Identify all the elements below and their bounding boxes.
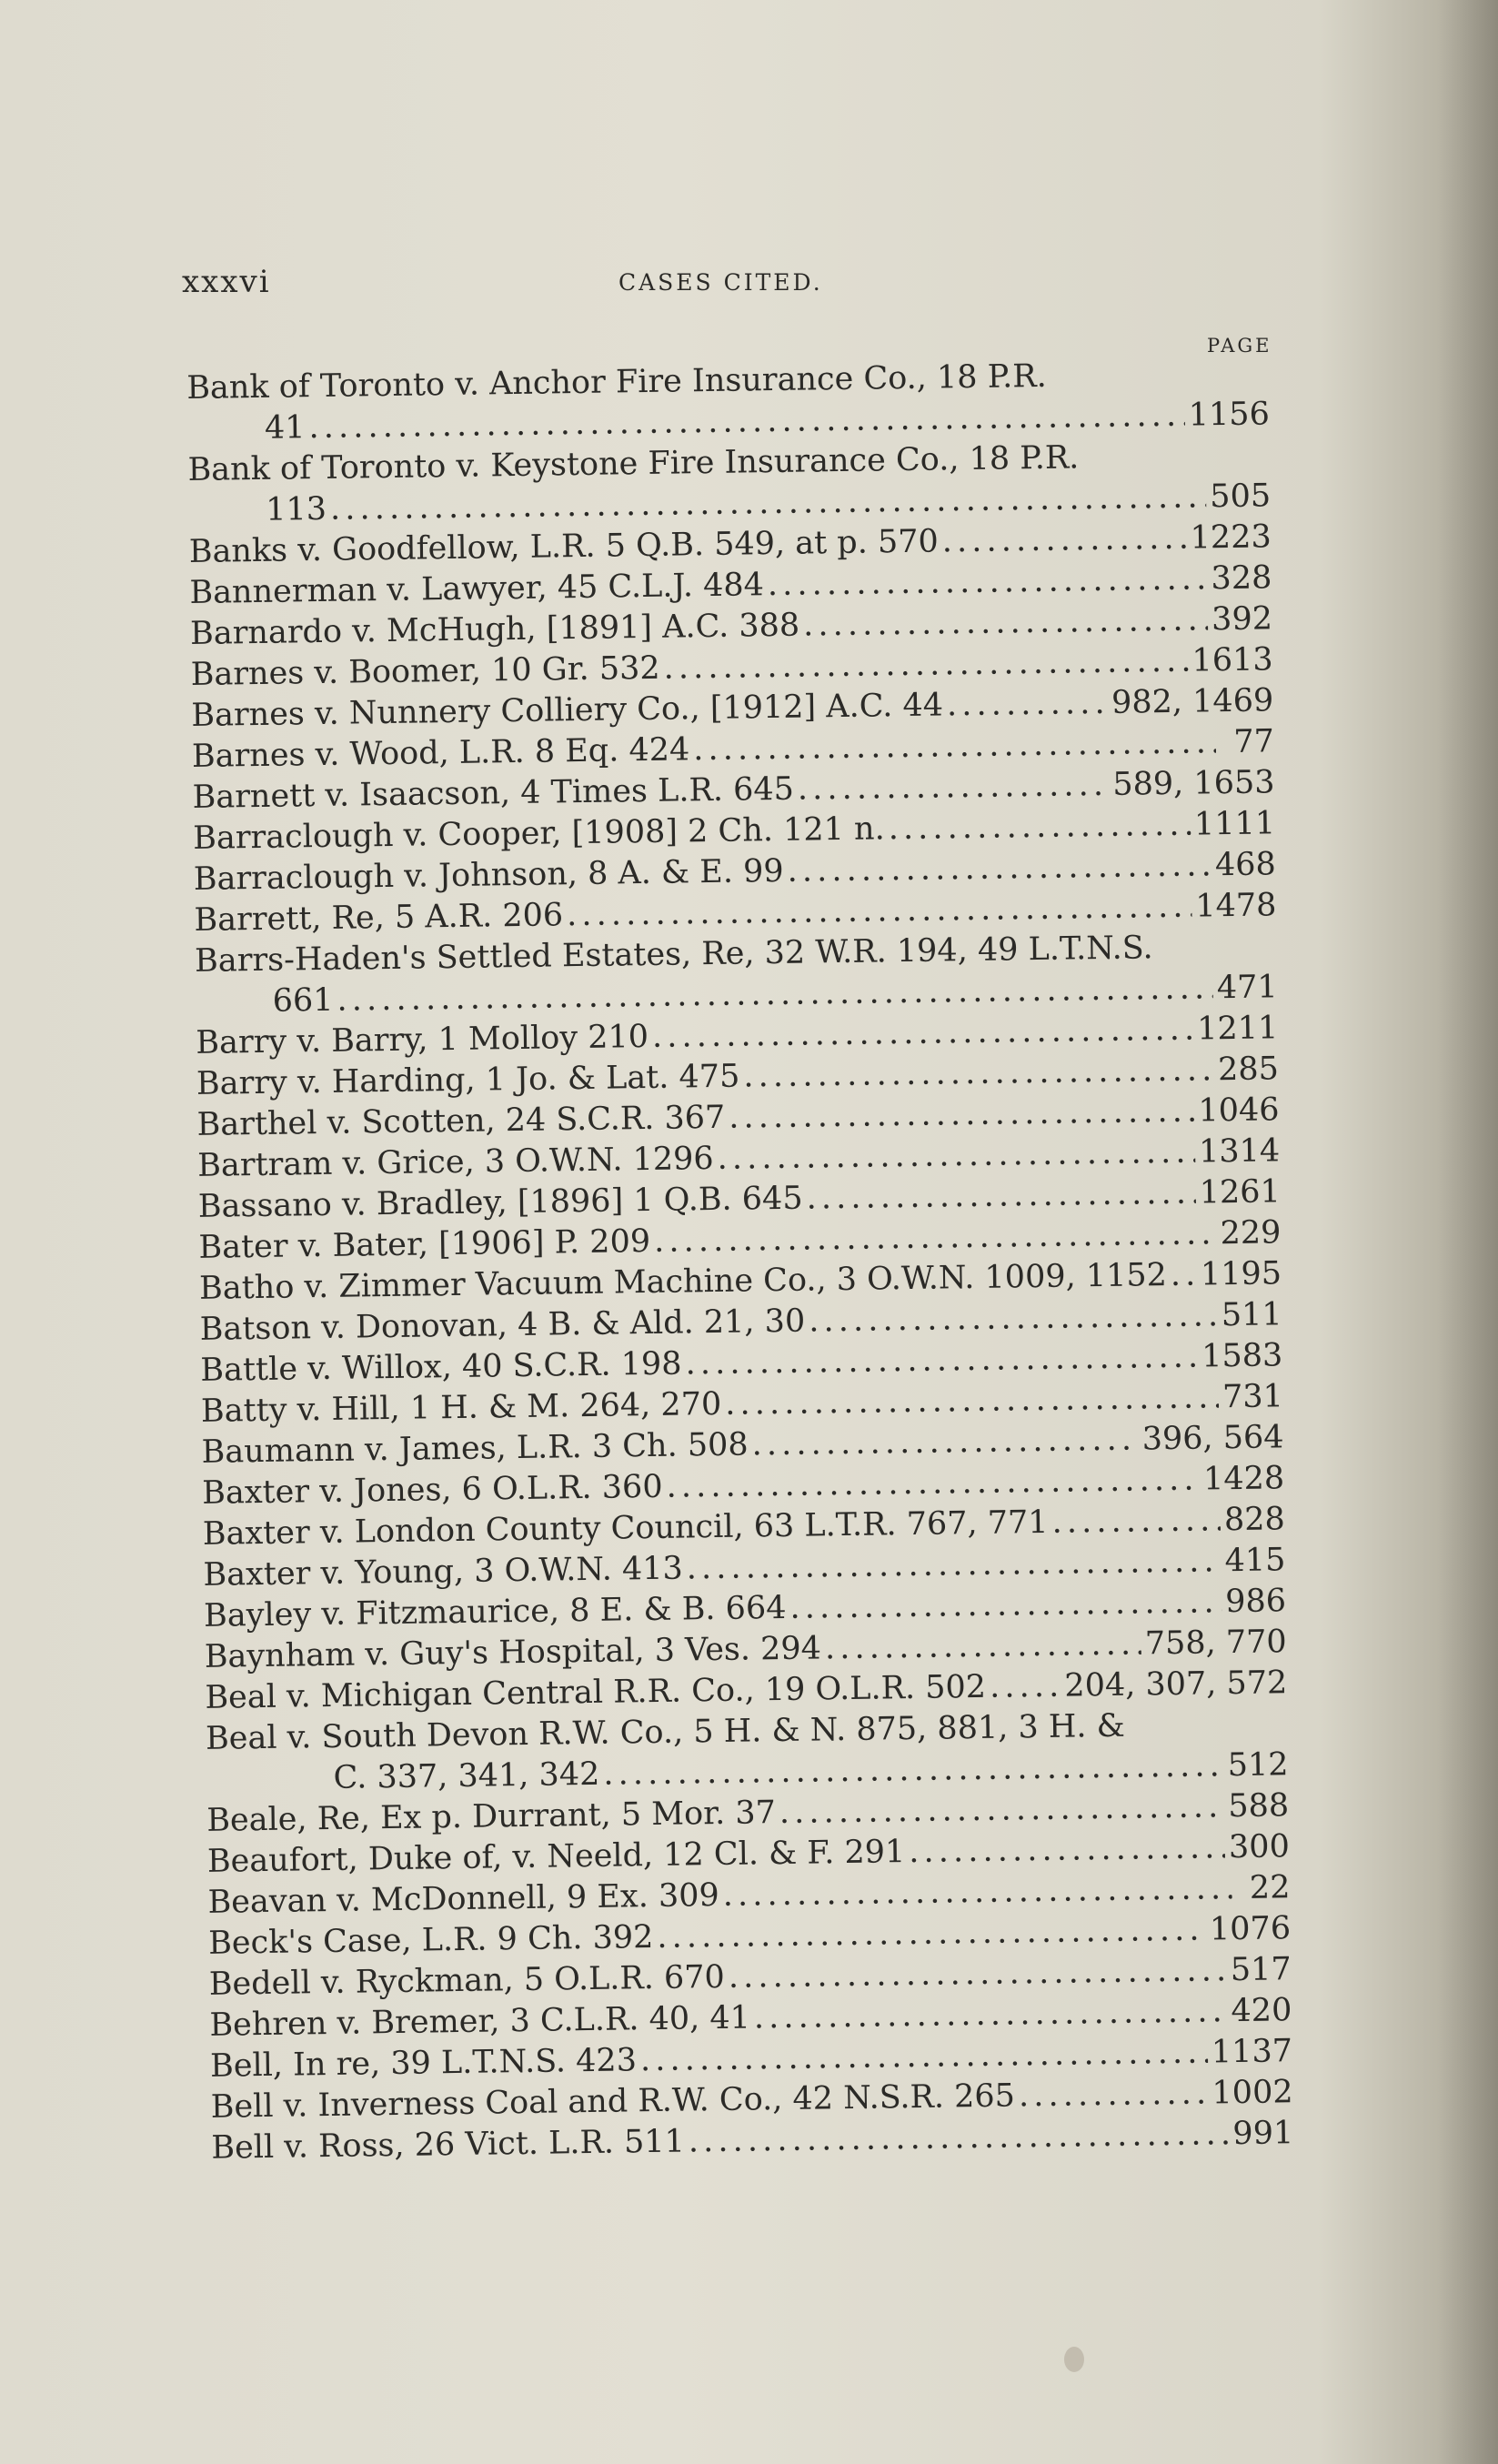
case-entry bbox=[206, 1704, 1289, 1801]
page-reference: 285 bbox=[1217, 1051, 1280, 1089]
page-reference: 415 bbox=[1224, 1542, 1286, 1580]
page-header bbox=[182, 264, 1273, 309]
case-title: Bell, In re, 39 L.T.N.S. 423 bbox=[209, 2042, 638, 2085]
leader-dots bbox=[689, 2114, 1230, 2162]
page-number: xxxvi bbox=[182, 264, 271, 300]
page-reference: 1002 bbox=[1211, 2074, 1293, 2112]
page-reference: 396, 564 bbox=[1141, 1419, 1284, 1458]
page-reference: 511 bbox=[1221, 1296, 1282, 1334]
page-reference: 505 bbox=[1209, 478, 1272, 516]
running-head: CASES CITED. bbox=[618, 269, 823, 296]
page-reference: 300 bbox=[1228, 1828, 1291, 1866]
leader-dots bbox=[947, 683, 1109, 726]
case-title: Baxter v. Jones, 6 O.L.R. 360 bbox=[201, 1468, 663, 1512]
case-title-continued: 113 bbox=[265, 490, 327, 528]
page-reference: 991 bbox=[1232, 2115, 1294, 2153]
leader-dots bbox=[888, 805, 1191, 850]
case-title: Barry v. Barry, 1 Molloy 210 bbox=[196, 1018, 649, 1061]
case-title: Baxter v. London County Council, 63 L.T.R. 767, 771 bbox=[202, 1504, 1049, 1553]
case-title: Beavan v. McDonnell, 9 Ex. 309 bbox=[207, 1876, 720, 1921]
leader-dots bbox=[909, 1827, 1225, 1873]
leader-dots bbox=[1171, 1255, 1198, 1296]
case-title: Baynham v. Guy's Hospital, 3 Ves. 294 bbox=[204, 1630, 822, 1675]
leader-dots bbox=[1019, 2074, 1209, 2117]
leader-dots bbox=[728, 1950, 1227, 1998]
page-reference: 1583 bbox=[1201, 1337, 1283, 1375]
page-reference: 1195 bbox=[1200, 1255, 1282, 1293]
case-title: Batho v. Zimmer Vacuum Machine Co., 3 O.W.N. 1009, 1152 bbox=[198, 1257, 1168, 1307]
case-title: Bell v. Inverness Coal and R.W. Co., 42 N.S.R. 265 bbox=[210, 2077, 1016, 2126]
page-reference: 22 bbox=[1249, 1869, 1291, 1906]
page-reference: 468 bbox=[1214, 846, 1277, 884]
case-title: Battle v. Willox, 40 S.C.R. 198 bbox=[200, 1345, 682, 1389]
page-reference: 731 bbox=[1222, 1378, 1284, 1416]
leader-dots bbox=[941, 518, 1187, 563]
page-reference: 1613 bbox=[1191, 641, 1273, 679]
case-title: Bayley v. Fitzmaurice, 8 E. & B. 664 bbox=[203, 1589, 787, 1634]
leader-dots bbox=[809, 1295, 1218, 1342]
case-title: Barraclough v. Johnson, 8 A. & E. 99 bbox=[193, 852, 784, 898]
leader-dots bbox=[717, 1132, 1195, 1180]
case-title: Beal v. Michigan Central R.R. Co., 19 O.L.R. 502 bbox=[205, 1668, 987, 1716]
leader-dots bbox=[825, 1624, 1142, 1669]
leader-dots bbox=[768, 558, 1208, 606]
case-title: Bassano v. Bradley, [1896] 1 Q.B. 645 bbox=[197, 1180, 803, 1225]
case-title: Bedell v. Ryckman, 5 O.L.R. 670 bbox=[208, 1958, 726, 2003]
case-title: Baumann v. James, L.R. 3 Ch. 508 bbox=[201, 1426, 749, 1471]
leader-dots bbox=[663, 641, 1188, 689]
case-title-continued: 41 bbox=[264, 409, 306, 447]
leader-dots bbox=[693, 722, 1216, 770]
case-title: Barnardo v. McHugh, [1891] A.C. 388 bbox=[189, 607, 800, 652]
page-reference: 77 bbox=[1233, 723, 1275, 760]
case-title: Beaufort, Duke of, v. Neeld, 12 Cl. & F. 291 bbox=[206, 1834, 906, 1880]
page-column-label: PAGE bbox=[1207, 335, 1272, 357]
case-title: Bannerman v. Lawyer, 45 C.L.J. 484 bbox=[189, 567, 765, 611]
case-title: Bank of Toronto v. Keystone Fire Insurance Co., 18 P.R. bbox=[187, 439, 1080, 488]
page-reference: 589, 1653 bbox=[1112, 764, 1275, 803]
leader-dots bbox=[685, 1337, 1198, 1385]
page-reference: 828 bbox=[1223, 1501, 1286, 1539]
leader-dots bbox=[806, 1173, 1196, 1220]
leader-dots bbox=[725, 1377, 1220, 1425]
case-title: Batty v. Hill, 1 H. & M. 264, 270 bbox=[200, 1385, 722, 1430]
case-title: Barrett, Re, 5 A.R. 206 bbox=[194, 897, 564, 939]
case-title: Beal v. South Devon R.W. Co., 5 H. & N. 875, 881, 3 H. & bbox=[205, 1707, 1126, 1757]
page-reference: 1428 bbox=[1202, 1460, 1285, 1498]
case-title: Barry v. Harding, 1 Jo. & Lat. 475 bbox=[196, 1058, 740, 1102]
leader-dots bbox=[754, 1991, 1228, 2038]
page-reference: 1046 bbox=[1198, 1091, 1280, 1130]
page-reference: 1111 bbox=[1193, 805, 1276, 843]
leader-dots bbox=[1051, 1500, 1221, 1544]
page-reference: 1261 bbox=[1199, 1173, 1282, 1212]
page-reference: 512 bbox=[1227, 1746, 1289, 1785]
leader-dots bbox=[666, 1460, 1200, 1508]
case-title: Banks v. Goodfellow, L.R. 5 Q.B. 549, at p. 570 bbox=[188, 523, 940, 570]
leader-dots bbox=[789, 1582, 1222, 1629]
cases-cited-list bbox=[186, 353, 1294, 2168]
case-title: Barnes v. Wood, L.R. 8 Eq. 424 bbox=[191, 731, 690, 775]
leader-dots bbox=[787, 845, 1211, 892]
page-reference: 1156 bbox=[1188, 396, 1271, 434]
page-reference: 758, 770 bbox=[1144, 1624, 1287, 1663]
leader-dots bbox=[990, 1666, 1061, 1708]
leader-dots bbox=[722, 1868, 1232, 1916]
case-entry bbox=[195, 926, 1278, 1023]
case-title-continued: 661 bbox=[272, 981, 334, 1020]
case-title: Barraclough v. Cooper, [1908] 2 Ch. 121 n. bbox=[192, 810, 885, 857]
case-title: Bank of Toronto v. Anchor Fire Insurance Co., 18 P.R. bbox=[186, 357, 1048, 407]
page-reference: 1211 bbox=[1196, 1010, 1279, 1048]
leader-dots bbox=[729, 1091, 1195, 1139]
leader-dots bbox=[779, 1786, 1225, 1834]
case-entry bbox=[186, 353, 1270, 450]
page-reference: 229 bbox=[1220, 1214, 1282, 1252]
page-reference: 328 bbox=[1211, 559, 1272, 598]
case-title: Bell v. Ross, 26 Vict. L.R. 511 bbox=[211, 2123, 686, 2167]
case-title: Bartram v. Grice, 3 O.W.N. 1296 bbox=[196, 1140, 714, 1184]
page-reference: 1478 bbox=[1195, 887, 1277, 925]
page-reference: 986 bbox=[1224, 1583, 1287, 1621]
case-title: Bater v. Bater, [1906] P. 209 bbox=[198, 1222, 651, 1266]
page-reference: 1137 bbox=[1211, 2033, 1293, 2071]
case-title: Beck's Case, L.R. 9 Ch. 392 bbox=[207, 1919, 654, 1962]
ink-smudge bbox=[1064, 2347, 1084, 2372]
page-reference: 982, 1469 bbox=[1111, 682, 1274, 721]
leader-dots bbox=[798, 765, 1110, 810]
page-reference: 392 bbox=[1211, 600, 1273, 639]
page-reference: 420 bbox=[1231, 1992, 1292, 2030]
case-title: Baxter v. Young, 3 O.W.N. 413 bbox=[203, 1550, 684, 1594]
case-title: Barnes v. Nunnery Colliery Co., [1912] A.C. 44 bbox=[191, 687, 944, 734]
page-reference: 588 bbox=[1228, 1787, 1290, 1825]
case-title: Beale, Re, Ex p. Durrant, 5 Mor. 37 bbox=[206, 1795, 777, 1839]
page-reference: 1314 bbox=[1198, 1132, 1281, 1171]
page-reference: 1076 bbox=[1209, 1910, 1292, 1948]
case-title: Batson v. Donovan, 4 B. & Ald. 21, 30 bbox=[199, 1302, 806, 1348]
leader-dots bbox=[803, 599, 1209, 646]
case-entry bbox=[187, 435, 1271, 532]
leader-dots bbox=[751, 1420, 1139, 1466]
case-title: Barnes v. Boomer, 10 Gr. 532 bbox=[190, 649, 660, 693]
page-reference: 471 bbox=[1216, 969, 1278, 1007]
case-title-continued: C. 337, 341, 342 bbox=[333, 1755, 600, 1796]
leader-dots bbox=[743, 1050, 1214, 1097]
case-title: Barnett v. Isaacson, 4 Times L.R. 645 bbox=[192, 770, 795, 816]
case-title: Barthel v. Scotten, 24 S.C.R. 367 bbox=[196, 1099, 726, 1143]
page-reference: 517 bbox=[1230, 1951, 1292, 1989]
page-reference: 1223 bbox=[1190, 518, 1272, 557]
page-reference: 204, 307, 572 bbox=[1064, 1664, 1288, 1705]
case-title: Barrs-Haden's Settled Estates, Re, 32 W.R. 194, 49 L.T.N.S. bbox=[194, 930, 1153, 980]
case-title: Behren v. Bremer, 3 C.L.R. 40, 41 bbox=[209, 1999, 751, 2044]
